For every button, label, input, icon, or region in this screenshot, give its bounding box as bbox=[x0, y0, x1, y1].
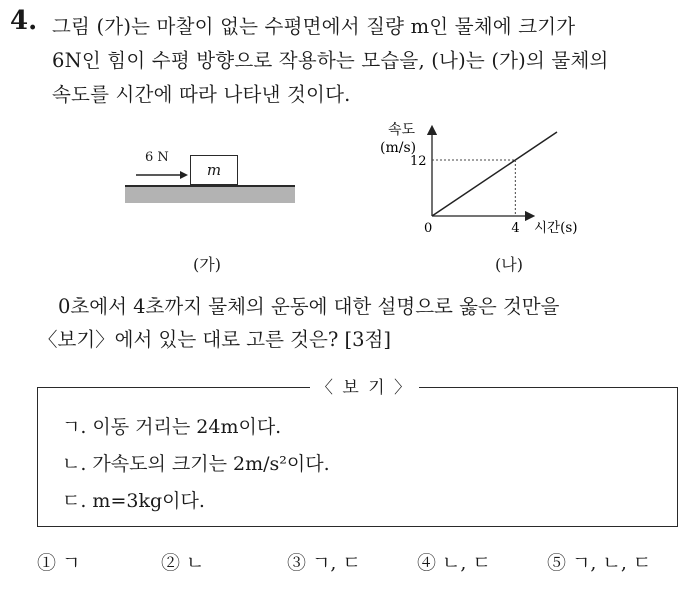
y-label-line-1: 속도 bbox=[388, 122, 416, 138]
figure-a-floor bbox=[125, 186, 295, 203]
y-tick-label: 12 bbox=[410, 154, 427, 169]
prompt-line-1: 0초에서 4초까지 물체의 운동에 대한 설명으로 옳은 것만을 bbox=[58, 295, 560, 318]
origin-label: 0 bbox=[424, 221, 433, 236]
prompt-line-2: 〈보기〉에서 있는 대로 고른 것은? [3점] bbox=[38, 328, 391, 351]
figure-a-floor-line bbox=[125, 185, 295, 187]
choice-3[interactable]: ③ ㄱ, ㄷ bbox=[287, 552, 361, 574]
bogi-statement-3: ㄷ. m=3kg이다. bbox=[62, 490, 205, 512]
question-prompt bbox=[38, 290, 688, 356]
force-label: 6 N bbox=[145, 150, 169, 165]
figure-b-caption: (나) bbox=[495, 255, 523, 274]
mass-label: m bbox=[206, 161, 222, 179]
bogi-statement-2: ㄴ. 가속도의 크기는 2m/s²이다. bbox=[62, 453, 330, 475]
velocity-line bbox=[432, 132, 557, 216]
velocity-time-graph bbox=[370, 118, 600, 238]
bogi-statement-1: ㄱ. 이동 거리는 24m이다. bbox=[62, 416, 282, 438]
x-tick-label: 4 bbox=[511, 221, 520, 236]
choice-4[interactable]: ④ ㄴ, ㄷ bbox=[417, 552, 491, 574]
x-label: 시간(s) bbox=[534, 220, 578, 236]
figure-a-caption: (가) bbox=[193, 255, 221, 274]
question-number: 4. bbox=[10, 6, 38, 36]
y-label-line-2: (m/s) bbox=[380, 140, 417, 156]
stem-line-3: 속도를 시간에 따라 나타낸 것이다. bbox=[52, 83, 351, 106]
question-stem bbox=[52, 10, 682, 112]
force-arrow-icon bbox=[136, 170, 188, 180]
bogi-title: 〈 보 기 〉 bbox=[310, 373, 419, 398]
stem-line-1: 그림 (가)는 마찰이 없는 수평면에서 질량 m인 물체에 크기가 bbox=[52, 15, 576, 38]
stem-line-2: 6N인 힘이 수평 방향으로 작용하는 모습을, (나)는 (가)의 물체의 bbox=[52, 49, 609, 72]
choice-1[interactable]: ① ㄱ bbox=[37, 552, 81, 574]
choice-5[interactable]: ⑤ ㄱ, ㄴ, ㄷ bbox=[547, 552, 652, 574]
choice-2[interactable]: ② ㄴ bbox=[161, 552, 205, 574]
figure-a-block bbox=[190, 155, 238, 185]
